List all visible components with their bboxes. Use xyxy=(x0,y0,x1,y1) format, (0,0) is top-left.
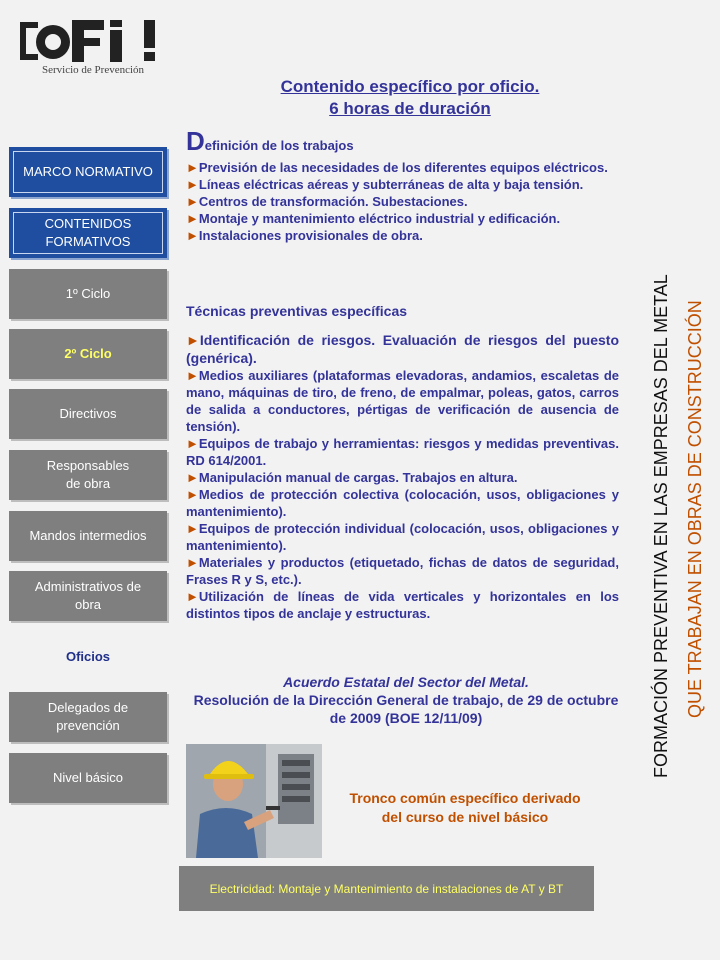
nav-marco-normativo[interactable] xyxy=(9,147,167,197)
nav-label: CONTENIDOS FORMATIVOS xyxy=(44,216,132,249)
nav-oficios[interactable] xyxy=(9,632,167,682)
nav-label: Oficios xyxy=(65,649,111,664)
list-item: ►Previsión de las necesidades de los diferentes equipos eléctricos. xyxy=(186,160,608,175)
agreement-resolution: Resolución de la Dirección General de trabajo, de 29 de octubre de 2009 (BOE 12/11/09) xyxy=(193,692,619,726)
nav-mandos-intermedios[interactable] xyxy=(9,511,167,561)
vertical-title-obras: QUE TRABAJAN EN OBRAS DE CONSTRUCCIÓN xyxy=(685,300,705,718)
course-specialty-box xyxy=(179,866,594,911)
bullet-icon: ► xyxy=(186,228,199,243)
bullet-icon: ► xyxy=(186,177,199,192)
section-initial: D xyxy=(186,126,205,156)
bullet-icon: ► xyxy=(186,589,199,604)
tronco-line2: del curso de nivel básico xyxy=(381,809,549,825)
agreement-block xyxy=(186,673,626,727)
list-item: ►Materiales y productos (etiquetado, fichas de datos de seguridad, Frases R y S, etc.). xyxy=(186,555,619,587)
section-heading: efinición de los trabajos xyxy=(204,138,354,153)
nav-label: MARCO NORMATIVO xyxy=(23,164,153,179)
bullet-icon: ► xyxy=(186,160,199,175)
nav-label: Responsables de obra xyxy=(46,458,130,491)
nav-administrativos-de-obra[interactable] xyxy=(9,571,167,621)
nav-label: 1º Ciclo xyxy=(65,286,111,301)
list-item: ►Equipos de trabajo y herramientas: riesgos y medidas preventivas. RD 614/2001. xyxy=(186,436,619,468)
bullet-icon: ► xyxy=(186,487,199,502)
list-item: ►Identificación de riesgos. Evaluación de riesgos del puesto (genérica). xyxy=(186,332,619,366)
page-title-line2: 6 horas de duración xyxy=(329,99,491,118)
section-definicion xyxy=(186,126,619,244)
bullet-icon: ► xyxy=(186,211,199,226)
list-item: ►Medios de protección colectiva (colocación, usos, obligaciones y mantenimiento). xyxy=(186,487,619,519)
nav-label: Directivos xyxy=(59,406,117,421)
nav-label: Nivel básico xyxy=(52,770,124,785)
agreement-title: Acuerdo Estatal del Sector del Metal. xyxy=(283,674,529,690)
list-item: ►Utilización de líneas de vida verticales y horizontales en los distintos tipos de anclaje y estructuras. xyxy=(186,589,619,621)
vertical-title-formacion: FORMACIÓN PREVENTIVA EN LAS EMPRESAS DEL METAL xyxy=(651,274,671,778)
nav-2-ciclo[interactable] xyxy=(9,329,167,379)
list-item: ►Equipos de protección individual (colocación, usos, obligaciones y mantenimiento). xyxy=(186,521,619,553)
nav-label: Mandos intermedios xyxy=(29,528,147,543)
nav-directivos[interactable] xyxy=(9,389,167,439)
list-item: ►Instalaciones provisionales de obra. xyxy=(186,228,423,243)
logo-subtitle: Servicio de Prevención xyxy=(42,64,145,76)
list-item: ►Manipulación manual de cargas. Trabajos en altura. xyxy=(186,470,518,485)
bullet-icon: ► xyxy=(186,194,199,209)
nav-delegados-de-prevencion[interactable] xyxy=(9,692,167,742)
list-item: ►Medios auxiliares (plataformas elevadoras, andamios, escaletas de mano, máquinas de tiro, de freno, de empalmar, poleas, gatos, carros de salida a conductores, pértigas de verificación de ausencia de tensión). xyxy=(186,368,619,434)
nav-label: Delegados de prevención xyxy=(47,700,129,733)
bullet-icon: ► xyxy=(186,521,199,536)
list-item: ►Líneas eléctricas aéreas y subterráneas de alta y baja tensión. xyxy=(186,177,584,192)
bullet-icon: ► xyxy=(186,436,199,451)
nav-label: Administrativos de obra xyxy=(34,579,142,612)
electrician-photo xyxy=(186,744,322,858)
bullet-icon: ► xyxy=(186,368,199,383)
list-item: ►Centros de transformación. Subestaciones. xyxy=(186,194,468,209)
page-title-line1: Contenido específico por oficio. xyxy=(280,77,540,96)
nav-responsables-de-obra[interactable] xyxy=(9,450,167,500)
tronco-line1: Tronco común específico derivado xyxy=(349,790,581,806)
nav-label: 2º Ciclo xyxy=(64,346,112,361)
nav-nivel-basico[interactable] xyxy=(9,753,167,803)
bullet-icon: ► xyxy=(186,555,199,570)
nav-contenidos-formativos[interactable] xyxy=(9,208,167,258)
section-heading: Técnicas preventivas específicas xyxy=(186,303,408,319)
bullet-icon: ► xyxy=(186,470,199,485)
bullet-icon: ► xyxy=(186,332,200,348)
list-item: ►Montaje y mantenimiento eléctrico industrial y edificación. xyxy=(186,211,561,226)
section-tecnicas xyxy=(186,303,619,622)
nav-1-ciclo[interactable] xyxy=(9,269,167,319)
tronco-comun-text xyxy=(330,789,600,827)
course-specialty-label: Electricidad: Montaje y Mantenimiento de instalaciones de AT y BT xyxy=(209,881,564,896)
